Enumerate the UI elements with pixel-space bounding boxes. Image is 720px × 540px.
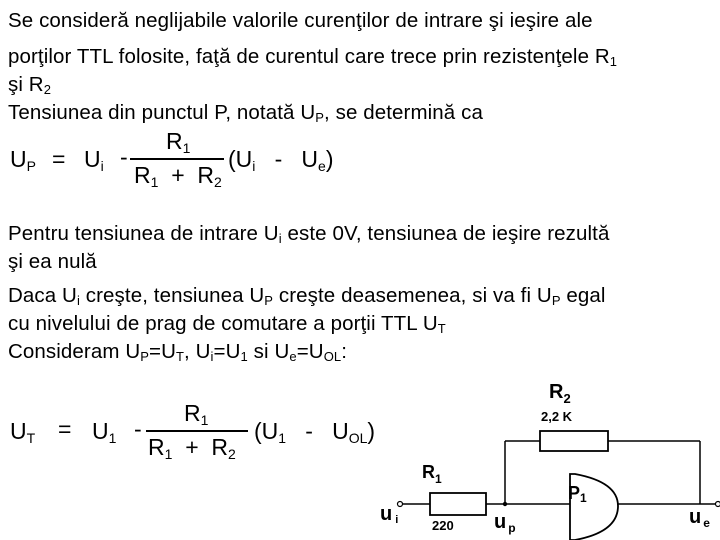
- r1-label: $R_1$: [422, 462, 442, 486]
- gate-label: P1: [568, 483, 587, 505]
- formula-equals: =: [52, 146, 66, 172]
- fraction-numerator: R1: [166, 128, 191, 156]
- r1-value: 220: [432, 518, 454, 533]
- formula-term: U1: [92, 418, 117, 446]
- formula-parenthesis: (U1 - UOL): [254, 418, 376, 446]
- text: porţilor TTL folosite, faţă de curentul care trece prin rezistenţele R: [8, 45, 610, 68]
- r2-label: $R_2$: [549, 381, 571, 406]
- paragraph-line: Consideram $U_P=U_T$, $U_i=U_1$ si $U_e=U_{OL}$:: [8, 340, 348, 364]
- text: Se consideră neglijabile valorile curenţilor de intrare şi ieşire ale: [8, 9, 593, 32]
- paragraph-line: Daca $U_i$ creşte, tensiunea $U_P$ creşte deasemenea, si va fi $U_P$ egal: [8, 284, 606, 308]
- text: şi R: [8, 73, 44, 96]
- terminal-ui: [398, 502, 403, 507]
- subscript: 2: [43, 82, 52, 97]
- fraction-denominator: R1 + R2: [134, 162, 222, 190]
- fraction-denominator: R1 + R2: [148, 434, 236, 462]
- paragraph-line: cu nivelului de prag de comutare a porţii TTL $U_T$: [8, 312, 446, 336]
- terminal-ue: [716, 502, 720, 507]
- formula-equals: =: [58, 416, 72, 442]
- subscript: 1: [609, 54, 618, 69]
- formula-lhs: UT: [10, 418, 36, 446]
- paragraph-line: şi ea nulă: [8, 250, 97, 273]
- formula-minus: -: [134, 416, 142, 442]
- text: , se determină ca: [324, 101, 483, 124]
- formula-lhs: UP: [10, 146, 36, 174]
- formula-term: Ui: [84, 146, 104, 174]
- fraction-numerator: R1: [184, 400, 209, 428]
- resistor-r2: [540, 431, 608, 451]
- text: Tensiunea din punctul P, notată U: [8, 101, 316, 124]
- ue-label: u $_e$: [689, 506, 710, 530]
- up-label: u $_p$: [494, 511, 516, 535]
- formula-parenthesis: (Ui - Ue): [228, 146, 334, 174]
- terminal-up: [503, 502, 507, 506]
- formula-minus: -: [120, 144, 128, 170]
- ui-label: ui: [380, 503, 399, 526]
- subscript: P: [315, 110, 325, 125]
- resistor-r1: [430, 493, 486, 515]
- r2-value: 2,2 K: [541, 409, 573, 424]
- paragraph-line: Pentru tensiunea de intrare $U_i$ este 0V, tensiunea de ieşire rezultă: [8, 222, 610, 246]
